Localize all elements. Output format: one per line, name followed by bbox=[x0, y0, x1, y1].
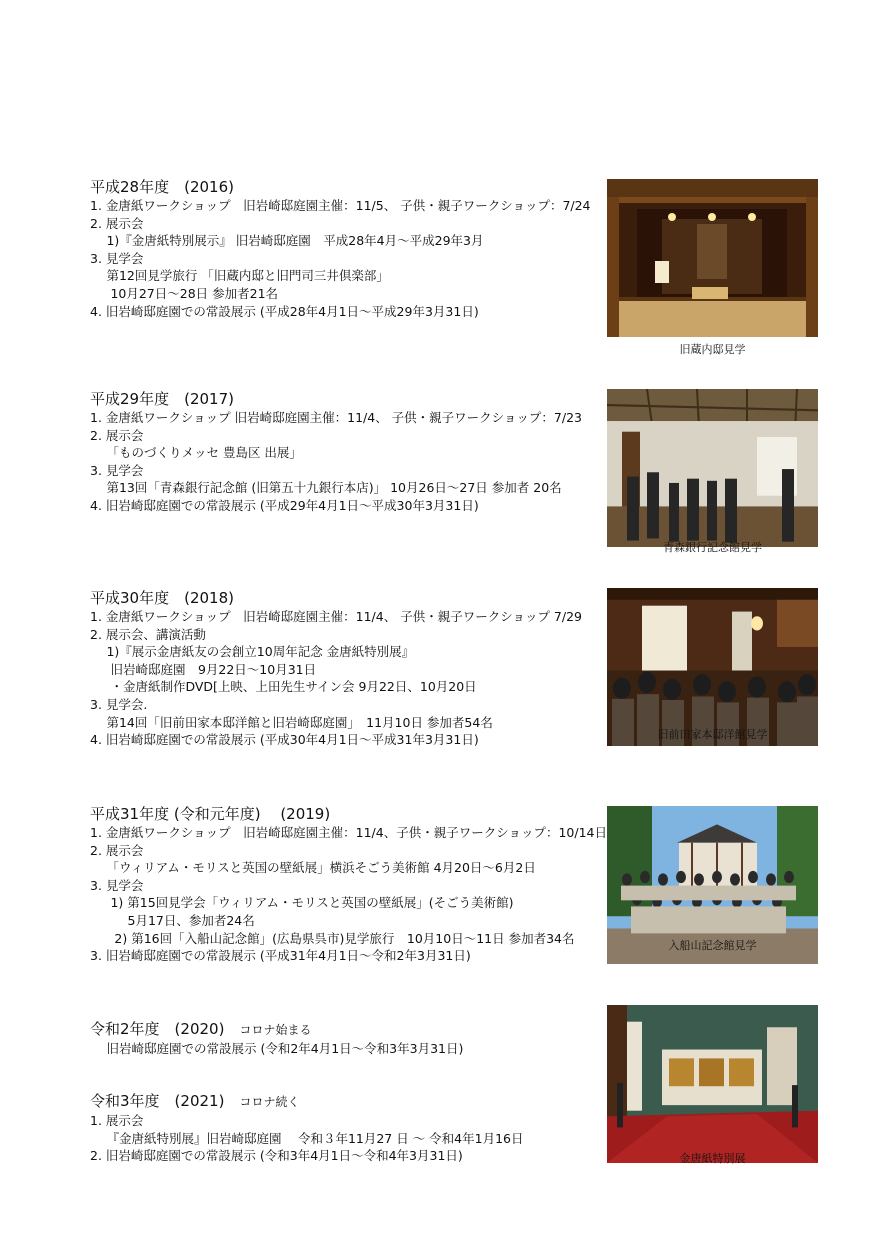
item-line: 4. 旧岩崎邸庭園での常設展示 (平成30年4月1日～平成31年3月31日) bbox=[90, 732, 479, 748]
item-line: 4. 旧岩崎邸庭園での常設展示 (平成28年4月1日～平成29年3月31日) bbox=[90, 303, 479, 319]
year-section-2019 bbox=[90, 805, 610, 965]
photo-aomori-bank-hall bbox=[607, 389, 818, 547]
item-line: 3. 見学会 bbox=[90, 250, 144, 266]
item-line: 第12回見学旅行 「旧蔵内邸と旧門司三井倶楽部」 bbox=[90, 268, 389, 284]
year-section-2017 bbox=[90, 390, 610, 515]
year-section-2018 bbox=[90, 589, 610, 749]
year-note: コロナ続く bbox=[239, 1095, 300, 1109]
item-line: 4. 旧岩崎邸庭園での常設展示 (平成29年4月1日～平成30年3月31日) bbox=[90, 497, 479, 513]
item-line: 3. 旧岩崎邸庭園での常設展示 (平成31年4月1日～令和2年3月31日) bbox=[90, 948, 471, 964]
item-line: 2) 第16回「入船山記念館」(広島県呉市)見学旅行 10月10日～11日 参加者34名 bbox=[90, 930, 575, 946]
item-line: 「ウィリアム・モリスと英国の壁紙展」横浜そごう美術館 4月20日～6月2日 bbox=[90, 860, 536, 876]
photo-caption: 青森銀行記念館見学 bbox=[663, 541, 762, 554]
item-line: 1. 金唐紙ワークショップ 旧岩崎邸庭園主催：11/4、 子供・親子ワークショップ 7/29 bbox=[90, 609, 582, 624]
year-heading: 令和3年度 (2021) コロナ続く bbox=[90, 1092, 300, 1110]
item-line: 2. 展示会 bbox=[90, 427, 144, 443]
item-line: 1. 金唐紙ワークショップ 旧岩崎邸庭園主催：11/5、 子供・親子ワークショップ：7/24 bbox=[90, 198, 591, 213]
item-line: 3. 見学会. bbox=[90, 696, 148, 712]
item-line: 1)『展示金唐紙友の会創立10周年記念 金唐紙特別展』 bbox=[90, 644, 415, 660]
year-section-2020 bbox=[90, 1020, 610, 1058]
year-note: コロナ始まる bbox=[239, 1023, 312, 1037]
item-line: 1)『金唐紙特別展示』 旧岩崎邸庭園 平成28年4月～平成29年3月 bbox=[90, 233, 484, 249]
photo-caption: 金唐紙特別展 bbox=[679, 1152, 746, 1165]
item-line: 2. 展示会、講演活動 bbox=[90, 626, 206, 642]
item-line: 5月17日、参加者24名 bbox=[90, 912, 255, 928]
item-line: 3. 見学会 bbox=[90, 462, 144, 478]
photo-caption: 旧蔵内邸見学 bbox=[679, 343, 746, 356]
item-line: 旧岩崎邸庭園 9月22日～10月31日 bbox=[90, 661, 317, 677]
year-heading: 平成28年度 (2016) bbox=[90, 178, 234, 196]
item-line: 1) 第15回見学会「ウィリアム・モリスと英国の壁紙展」(そごう美術館) bbox=[90, 895, 514, 911]
item-line: 『金唐紙特別展』旧岩崎邸庭園 令和３年11月27 日 ～ 令和4年1月16日 bbox=[90, 1130, 524, 1146]
year-heading: 平成30年度 (2018) bbox=[90, 589, 234, 607]
year-section-2021 bbox=[90, 1092, 610, 1165]
photo-caption: 入船山記念館見学 bbox=[668, 939, 757, 952]
year-heading: 平成29年度 (2017) bbox=[90, 390, 234, 408]
photo-kurauchi-residence bbox=[607, 179, 818, 337]
item-line: 旧岩崎邸庭園での常設展示 (令和2年4月1日～令和3年3月31日) bbox=[90, 1041, 464, 1056]
item-line: 1. 金唐紙ワークショップ 旧岩崎邸庭園主催：11/4、子供・親子ワークショップ：10/14日 bbox=[90, 825, 607, 840]
item-line: 第14回「旧前田家本邸洋館と旧岩崎邸庭園」 11月10日 参加者54名 bbox=[90, 714, 493, 730]
item-line: 1. 金唐紙ワークショップ 旧岩崎邸庭園主催：11/4、 子供・親子ワークショップ：7/23 bbox=[90, 410, 582, 425]
year-heading: 平成31年度 (令和元年度) (2019) bbox=[90, 805, 331, 823]
year-heading: 令和2年度 (2020) コロナ始まる bbox=[90, 1020, 312, 1038]
item-line: 1. 展示会 bbox=[90, 1113, 144, 1128]
item-line: 2. 展示会 bbox=[90, 842, 144, 858]
photo-caption: 旧前田家本邸洋館見学 bbox=[657, 728, 768, 741]
item-line: 2. 旧岩崎邸庭園での常設展示 (令和3年4月1日～令和4年3月31日) bbox=[90, 1148, 463, 1164]
item-line: 第13回「青森銀行記念館 (旧第五十九銀行本店)」 10月26日～27日 参加者 20名 bbox=[90, 480, 562, 496]
year-section-2016 bbox=[90, 178, 610, 320]
item-line: 3. 見学会 bbox=[90, 877, 144, 893]
item-line: ・金唐紙制作DVD[上映、上田先生サイン会 9月22日、10月20日 bbox=[90, 679, 477, 695]
photo-kinkarakami-exhibition bbox=[607, 1005, 818, 1163]
photo-maeda-residence bbox=[607, 588, 818, 746]
item-line: 「ものづくりメッセ 豊島区 出展」 bbox=[90, 445, 302, 461]
item-line: 10月27日～28日 参加者21名 bbox=[90, 285, 279, 301]
item-line: 2. 展示会 bbox=[90, 215, 144, 231]
